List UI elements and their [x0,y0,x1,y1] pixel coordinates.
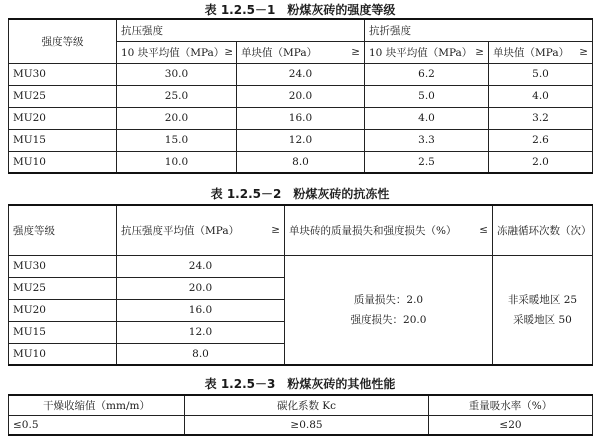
table2-header-loss: 单块砖的质量损失和强度损失（%） ≤ [285,205,493,255]
table1-cell: 20.0 [117,107,237,129]
table2-cycles-cell [493,255,593,365]
table1-cell: 5.0 [489,63,593,85]
table1-cell: 20.0 [237,85,365,107]
table1 [8,18,593,174]
table1-header-comp-single: 单块值（MPa） ≥ [237,41,365,63]
table1-cell: 4.0 [489,85,593,107]
table2-cell: MU10 [9,343,117,365]
table1-cell: 2.5 [365,151,489,173]
table2-header-avg-comp: 抗压强度平均值（MPa） ≥ [117,205,285,255]
table1-cell: 16.0 [237,107,365,129]
table1-cell: MU10 [9,151,117,173]
table-row [9,151,593,173]
table1-cell: 2.6 [489,129,593,151]
table2-cell: MU20 [9,299,117,321]
table2-cell: 16.0 [117,299,285,321]
table1-header-comp-avg: 10 块平均值（MPa） ≥ [117,41,237,63]
table-row [9,415,593,435]
table1-cell: 25.0 [117,85,237,107]
table2-cell: 20.0 [117,277,285,299]
table1-cell: 12.0 [237,129,365,151]
table3-cell: ≤0.5 [9,415,185,435]
table1-cell: 15.0 [117,129,237,151]
table2-cell: MU30 [9,255,117,277]
table1-cell: 3.2 [489,107,593,129]
table3-header-carbonation: 碳化系数 Kc [185,395,429,415]
table1-cell: MU25 [9,85,117,107]
loss-mass: 质量损失：2.0 [353,293,424,306]
table-row [9,255,593,277]
table3 [8,394,593,436]
table1-header-flex-avg: 10 块平均值（MPa） ≥ [365,41,489,63]
table3-cell: ≤20 [429,415,593,435]
table1-cell: MU30 [9,63,117,85]
table1-cell: 2.0 [489,151,593,173]
table2-loss-cell [285,255,493,365]
table2-header-grade: 强度等级 [9,205,117,255]
table1-header-flex-single: 单块值（MPa） ≥ [489,41,593,63]
table-row [9,85,593,107]
table1-header-grade: 强度等级 [9,19,117,63]
table1-cell: 8.0 [237,151,365,173]
table2-cell: MU25 [9,277,117,299]
table3-header-shrinkage: 干燥收缩值（mm/m） [9,395,185,415]
table2-cell: MU15 [9,321,117,343]
table1-cell: MU15 [9,129,117,151]
table1-cell: 4.0 [365,107,489,129]
table2-header-cycles: 冻融循环次数（次） [493,205,593,255]
table3-header-absorption: 重量吸水率（%） [429,395,593,415]
table1-cell: 10.0 [117,151,237,173]
table2-cell: 12.0 [117,321,285,343]
table2 [8,204,593,366]
table1-cell: 24.0 [237,63,365,85]
table2-cell: 24.0 [117,255,285,277]
table1-title: 表 1.2.5－1 粉煤灰砖的强度等级 [204,3,396,17]
table2-cell: 8.0 [117,343,285,365]
table-row [9,129,593,151]
table3-cell: ≥0.85 [185,415,429,435]
loss-strength: 强度损失：20.0 [350,313,427,326]
table1-cell: 6.2 [365,63,489,85]
table1-header-compressive: 抗压强度 [117,19,365,41]
table1-header-flexural: 抗折强度 [365,19,593,41]
cycles-heated: 采暖地区 50 [513,313,572,326]
table1-cell: MU20 [9,107,117,129]
table-row [9,107,593,129]
cycles-nonheated: 非采暖地区 25 [507,293,578,306]
table1-cell: 30.0 [117,63,237,85]
table1-cell: 5.0 [365,85,489,107]
table3-title: 表 1.2.5－3 粉煤灰砖的其他性能 [204,377,396,391]
table-row [9,63,593,85]
table1-cell: 3.3 [365,129,489,151]
table2-title: 表 1.2.5－2 粉煤灰砖的抗冻性 [210,187,390,201]
